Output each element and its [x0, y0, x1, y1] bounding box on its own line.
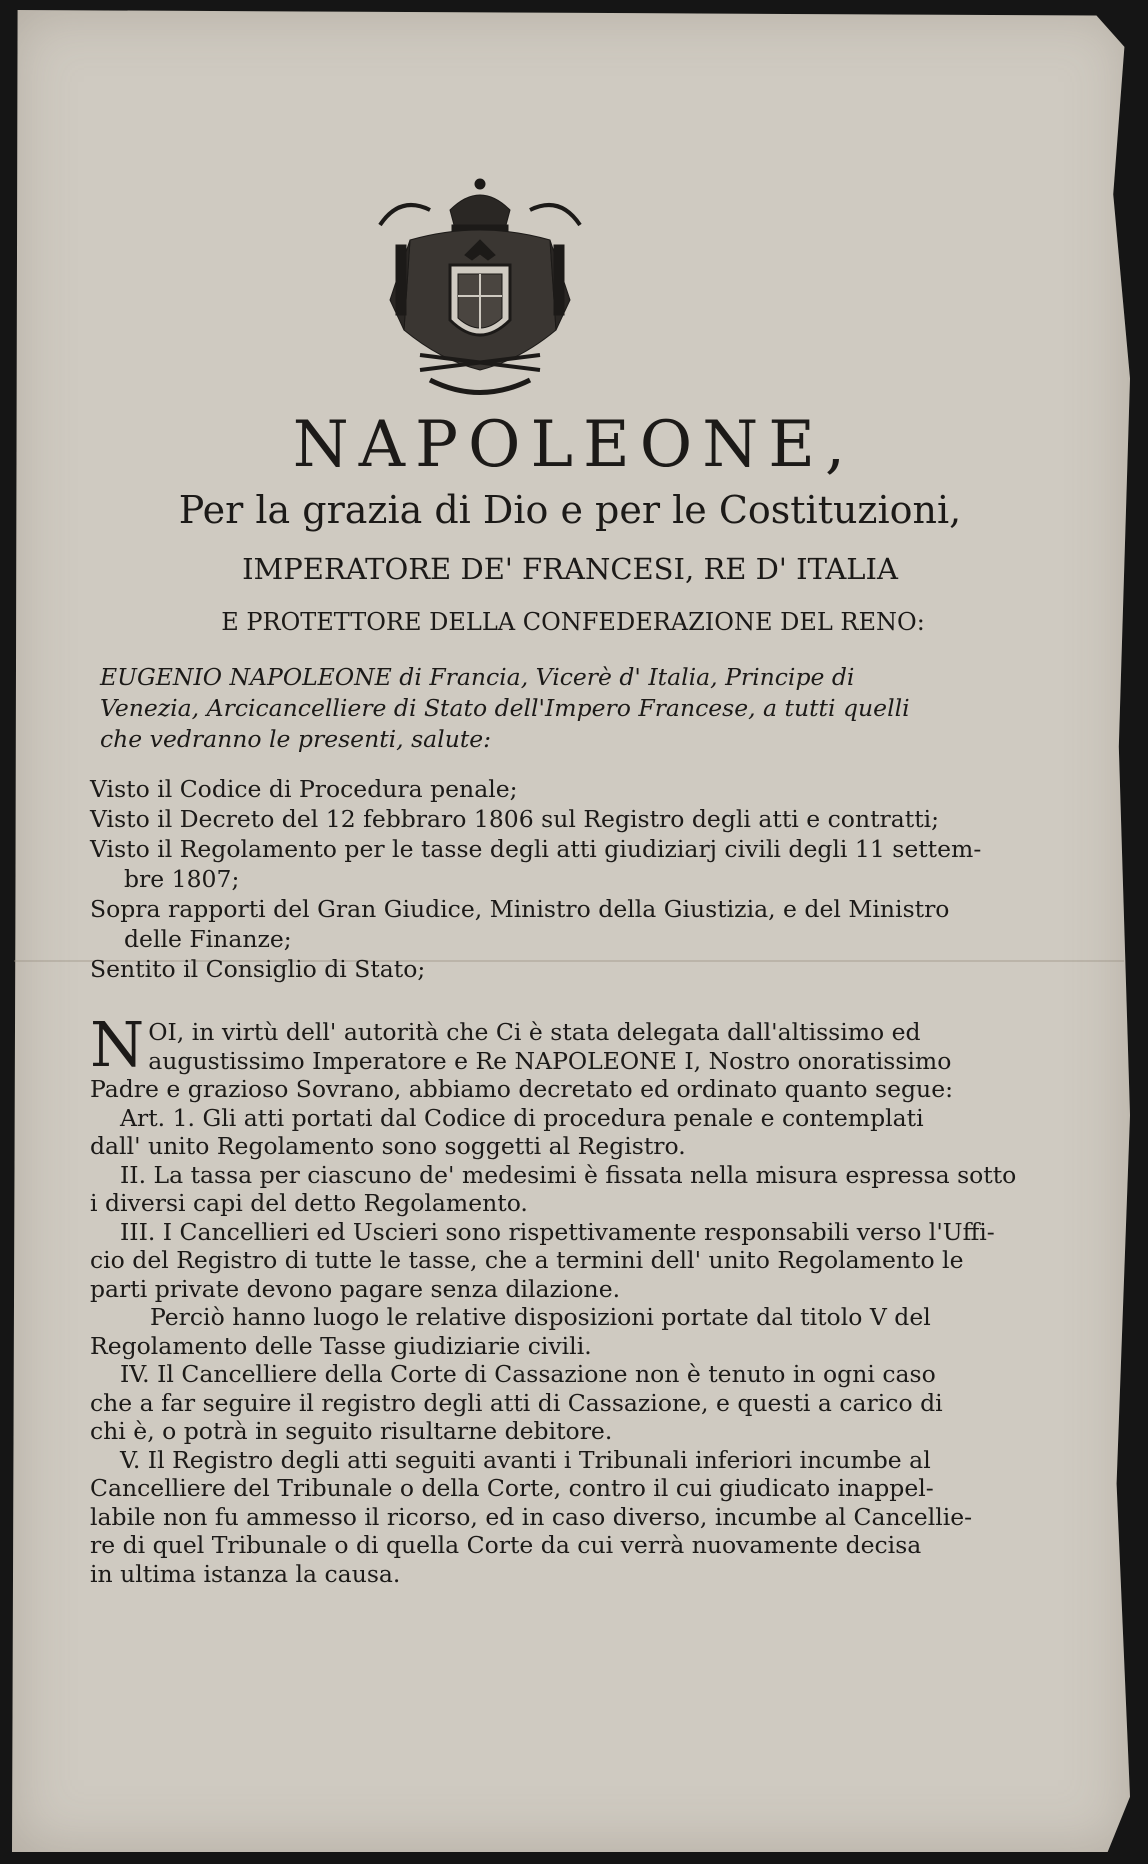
- intro-line: Venezia, Arcicancelliere di Stato dell'Impero Francese, a tutti quelli: [100, 694, 910, 722]
- title-line-emperor: IMPERATORE DE' FRANCESI, RE D' ITALIA: [242, 552, 898, 586]
- decree-line: Perciò hanno luogo le relative disposizioni portate dal titolo V del: [150, 1303, 931, 1331]
- visto-line: Sentito il Consiglio di Stato;: [90, 955, 426, 983]
- decree-line: II. La tassa per ciascuno de' medesimi è fissata nella misura espressa sotto: [120, 1160, 1017, 1189]
- visto-line: Visto il Regolamento per le tasse degli atti giudiziarj civili degli 11 settem-: [90, 835, 982, 863]
- decree-line: Padre e grazioso Sovrano, abbiamo decretato ed ordinato quanto segue:: [90, 1075, 954, 1103]
- decree-section: [90, 1008, 1050, 1588]
- decree-line: i diversi capi del detto Regolamento.: [90, 1189, 528, 1217]
- intro-line: EUGENIO NAPOLEONE di Francia, Vicerè d' Italia, Principe di: [100, 663, 855, 691]
- visto-line: Sopra rapporti del Gran Giudice, Ministro della Giustizia, e del Ministro: [90, 895, 950, 923]
- visto-line: Visto il Codice di Procedura penale;: [90, 775, 518, 803]
- intro-line: che vedranno le presenti, salute:: [100, 725, 492, 753]
- intro-paragraph: [100, 662, 1020, 755]
- decree-line: IV. Il Cancelliere della Corte di Cassazione non è tenuto in ogni caso: [120, 1360, 936, 1388]
- decree-line: in ultima istanza la causa.: [90, 1559, 401, 1588]
- decree-line: Regolamento delle Tasse giudiziarie civili.: [90, 1331, 592, 1360]
- decree-line: V. Il Registro degli atti seguiti avanti i Tribunali inferiori incumbe al: [120, 1445, 931, 1474]
- decree-dropcap: N: [90, 1008, 145, 1081]
- visto-line: delle Finanze;: [124, 925, 292, 953]
- decree-line: Art. 1. Gli atti portati dal Codice di procedura penale e contemplati: [120, 1103, 924, 1132]
- decree-line: re di quel Tribunale o di quella Corte da cui verrà nuovamente decisa: [90, 1531, 922, 1559]
- title-line-protector: E PROTETTORE DELLA CONFEDERAZIONE DEL RENO:: [221, 608, 925, 636]
- decree-line: cio del Registro di tutte le tasse, che a termini dell' unito Regolamento le: [90, 1246, 964, 1274]
- decree-line: parti private devono pagare senza dilazione.: [90, 1274, 621, 1303]
- decree-line: che a far seguire il registro degli atti di Cassazione, e questi a carico di: [90, 1388, 943, 1417]
- document-subtitle: Per la grazia di Dio e per le Costituzioni,: [178, 488, 962, 532]
- decree-line: chi è, o potrà in seguito risultarne debitore.: [90, 1417, 613, 1445]
- visto-section: [90, 774, 1020, 984]
- imperial-coat-of-arms-icon: [370, 170, 590, 410]
- visto-line: Visto il Decreto del 12 febbraro 1806 sul Registro degli atti e contratti;: [90, 805, 940, 833]
- decree-line: dall' unito Regolamento sono soggetti al Registro.: [90, 1132, 686, 1160]
- decree-line: augustissimo Imperatore e Re NAPOLEONE I, Nostro onoratissimo: [148, 1046, 952, 1075]
- decree-line: OI, in virtù dell' autorità che Ci è stata delegata dall'altissimo ed: [148, 1018, 921, 1046]
- document-title: NAPOLEONE,: [292, 408, 856, 482]
- decree-line: III. I Cancellieri ed Uscieri sono rispettivamente responsabili verso l'Uffi-: [120, 1217, 995, 1246]
- visto-line: bre 1807;: [124, 865, 240, 893]
- decree-line: Cancelliere del Tribunale o della Corte, contro il cui giudicato inappel-: [90, 1474, 934, 1502]
- decree-line: labile non fu ammesso il ricorso, ed in caso diverso, incumbe al Cancellie-: [90, 1502, 973, 1531]
